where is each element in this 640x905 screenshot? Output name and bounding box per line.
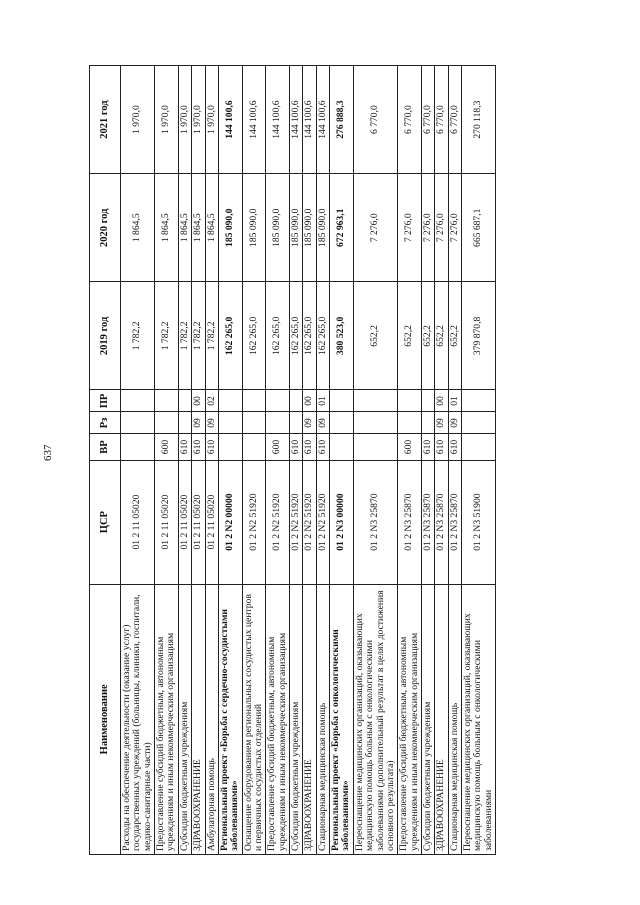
budget-table	[89, 65, 496, 855]
table-row	[121, 66, 155, 855]
cell-2020: 185 090,0	[266, 174, 290, 282]
cell-name: ЗДРАВООХРАНЕНИЕ	[435, 584, 448, 854]
cell-2021: 270 118,3	[462, 66, 496, 174]
cell-csr: 01 2 N3 51900	[462, 460, 496, 584]
cell-rz: 09	[435, 412, 448, 434]
cell-2020: 7 276,0	[353, 174, 397, 282]
cell-2020: 1 864,5	[121, 174, 155, 282]
cell-pr: 01	[316, 390, 329, 412]
cell-2019: 652,2	[353, 282, 397, 390]
cell-vr: 610	[421, 434, 434, 460]
cell-vr	[462, 434, 496, 460]
cell-2021: 144 100,6	[266, 66, 290, 174]
cell-2019: 380 523,0	[330, 282, 354, 390]
cell-rz	[421, 412, 434, 434]
cell-rz	[290, 412, 303, 434]
cell-vr	[218, 434, 242, 460]
cell-2020: 7 276,0	[421, 174, 434, 282]
cell-name: Предоставление субсидий бюджетным, автономным учреждениям и иным некоммерческим организациям	[266, 584, 290, 854]
cell-csr: 01 2 N3 25870	[435, 460, 448, 584]
table-row	[353, 66, 397, 855]
cell-2021: 6 770,0	[398, 66, 422, 174]
cell-2019: 1 782,2	[155, 282, 179, 390]
table-row	[192, 66, 205, 855]
cell-vr: 610	[178, 434, 191, 460]
cell-rz	[121, 412, 155, 434]
cell-pr	[462, 390, 496, 412]
cell-csr: 01 2 N3 25870	[421, 460, 434, 584]
cell-name: Оснащение оборудованием региональных сосудистых центров и первичных сосудистых отделений	[242, 584, 266, 854]
cell-2019: 1 782,2	[205, 282, 218, 390]
cell-2020: 7 276,0	[435, 174, 448, 282]
cell-vr: 610	[316, 434, 329, 460]
cell-csr: 01 2 N3 25870	[398, 460, 422, 584]
cell-name: Предоставление субсидий бюджетным, автономным учреждениям и иным некоммерческим организациям	[155, 584, 179, 854]
cell-2019: 162 265,0	[218, 282, 242, 390]
cell-csr: 01 2 11 05020	[155, 460, 179, 584]
cell-2021: 6 770,0	[448, 66, 461, 174]
cell-2019: 162 265,0	[242, 282, 266, 390]
cell-2019: 652,2	[435, 282, 448, 390]
cell-name: Переоснащение медицинских организаций, оказывающих медицинскую помощь больным с онкологическими заболеваниями	[462, 584, 496, 854]
cell-pr	[330, 390, 354, 412]
cell-2020: 1 864,5	[205, 174, 218, 282]
cell-vr: 600	[155, 434, 179, 460]
cell-2019: 1 782,2	[192, 282, 205, 390]
table-row	[242, 66, 266, 855]
table-row	[290, 66, 303, 855]
table-body	[121, 66, 496, 855]
cell-csr: 01 2 11 05020	[178, 460, 191, 584]
cell-2021: 6 770,0	[435, 66, 448, 174]
cell-csr: 01 2 N2 51920	[303, 460, 316, 584]
cell-name: Региональный проект «Борьба с онкологическими заболеваниями»	[330, 584, 354, 854]
cell-name: Стационарная медицинская помощь	[316, 584, 329, 854]
cell-2021: 144 100,6	[218, 66, 242, 174]
cell-2020: 185 090,0	[303, 174, 316, 282]
cell-2021: 6 770,0	[353, 66, 397, 174]
cell-rz	[178, 412, 191, 434]
table-row	[462, 66, 496, 855]
cell-rz	[330, 412, 354, 434]
cell-name: Расходы на обеспечение деятельности (оказание услуг) государственных учреждений (больницы, клиники, госпитали, медико-санитарные части)	[121, 584, 155, 854]
cell-rz	[218, 412, 242, 434]
cell-rz	[398, 412, 422, 434]
cell-2020: 7 276,0	[398, 174, 422, 282]
cell-2021: 1 970,0	[121, 66, 155, 174]
cell-2019: 162 265,0	[266, 282, 290, 390]
table-header-row	[90, 66, 121, 855]
cell-rz: 09	[316, 412, 329, 434]
header-name: Наименование	[90, 584, 121, 854]
cell-2021: 1 970,0	[205, 66, 218, 174]
cell-name: ЗДРАВООХРАНЕНИЕ	[192, 584, 205, 854]
cell-csr: 01 2 N2 51920	[242, 460, 266, 584]
cell-2021: 144 100,6	[303, 66, 316, 174]
cell-vr: 610	[290, 434, 303, 460]
cell-csr: 01 2 N2 51920	[266, 460, 290, 584]
table-row	[421, 66, 434, 855]
cell-csr: 01 2 N3 00000	[330, 460, 354, 584]
cell-rz	[242, 412, 266, 434]
cell-2019: 652,2	[398, 282, 422, 390]
cell-csr: 01 2 N2 00000	[218, 460, 242, 584]
header-pr: ПР	[90, 390, 121, 412]
cell-pr	[155, 390, 179, 412]
cell-rz: 09	[205, 412, 218, 434]
cell-csr: 01 2 N3 25870	[448, 460, 461, 584]
cell-name: ЗДРАВООХРАНЕНИЕ	[303, 584, 316, 854]
cell-pr	[398, 390, 422, 412]
table-row	[155, 66, 179, 855]
cell-vr	[353, 434, 397, 460]
cell-pr	[266, 390, 290, 412]
cell-csr: 01 2 N2 51920	[316, 460, 329, 584]
cell-pr	[421, 390, 434, 412]
cell-2020: 672 963,1	[330, 174, 354, 282]
cell-name: Стационарная медицинская помощь	[448, 584, 461, 854]
cell-2019: 162 265,0	[316, 282, 329, 390]
cell-vr	[242, 434, 266, 460]
table-row	[398, 66, 422, 855]
cell-2019: 379 870,8	[462, 282, 496, 390]
cell-rz	[353, 412, 397, 434]
header-2021: 2021 год	[90, 66, 121, 174]
cell-2020: 185 090,0	[242, 174, 266, 282]
cell-2021: 1 970,0	[155, 66, 179, 174]
cell-pr	[121, 390, 155, 412]
cell-2020: 185 090,0	[218, 174, 242, 282]
cell-name: Субсидии бюджетным учреждениям	[178, 584, 191, 854]
cell-2020: 1 864,5	[155, 174, 179, 282]
cell-csr: 01 2 11 05020	[121, 460, 155, 584]
header-2020: 2020 год	[90, 174, 121, 282]
cell-rz: 09	[192, 412, 205, 434]
table-row	[330, 66, 354, 855]
cell-name: Региональный проект «Борьба с сердечно-сосудистыми заболеваниями»	[218, 584, 242, 854]
cell-rz	[462, 412, 496, 434]
cell-2021: 6 770,0	[421, 66, 434, 174]
cell-name: Предоставление субсидий бюджетным, автономным учреждениям и иным некоммерческим организациям	[398, 584, 422, 854]
page-number-text: 637	[42, 444, 54, 461]
cell-vr	[121, 434, 155, 460]
cell-name: Амбулаторная помощь	[205, 584, 218, 854]
cell-name: Переоснащение медицинских организаций, оказывающих медицинскую помощь больным с онкологическими заболеваниями (дополнительный результат в целях достижения основного результата)	[353, 584, 397, 854]
cell-2020: 185 090,0	[316, 174, 329, 282]
table-row	[448, 66, 461, 855]
page-number	[36, 443, 60, 467]
table-row	[316, 66, 329, 855]
table-row	[266, 66, 290, 855]
header-2019: 2019 год	[90, 282, 121, 390]
table-row	[178, 66, 191, 855]
cell-2021: 144 100,6	[290, 66, 303, 174]
cell-2019: 162 265,0	[303, 282, 316, 390]
cell-2021: 144 100,6	[316, 66, 329, 174]
cell-csr: 01 2 N2 51920	[290, 460, 303, 584]
cell-pr	[290, 390, 303, 412]
cell-2021: 1 970,0	[192, 66, 205, 174]
cell-pr	[242, 390, 266, 412]
budget-table-container	[89, 65, 619, 855]
cell-pr: 01	[448, 390, 461, 412]
cell-name: Субсидии бюджетным учреждениям	[421, 584, 434, 854]
cell-2019: 162 265,0	[290, 282, 303, 390]
cell-2019: 1 782,2	[121, 282, 155, 390]
table-row	[205, 66, 218, 855]
cell-name: Субсидии бюджетным учреждениям	[290, 584, 303, 854]
cell-rz	[155, 412, 179, 434]
cell-pr	[178, 390, 191, 412]
table-row	[303, 66, 316, 855]
cell-2020: 185 090,0	[290, 174, 303, 282]
table-row	[218, 66, 242, 855]
cell-vr	[330, 434, 354, 460]
cell-2021: 276 888,3	[330, 66, 354, 174]
header-rz: Рз	[90, 412, 121, 434]
cell-pr	[353, 390, 397, 412]
cell-rz: 09	[303, 412, 316, 434]
header-vr: ВР	[90, 434, 121, 460]
cell-pr: 00	[303, 390, 316, 412]
header-csr: ЦСР	[90, 460, 121, 584]
cell-pr: 02	[205, 390, 218, 412]
cell-vr: 600	[398, 434, 422, 460]
cell-2020: 1 864,5	[192, 174, 205, 282]
cell-csr: 01 2 11 05020	[205, 460, 218, 584]
cell-2020: 1 864,5	[178, 174, 191, 282]
cell-vr: 610	[448, 434, 461, 460]
cell-vr: 610	[303, 434, 316, 460]
cell-2019: 652,2	[421, 282, 434, 390]
cell-pr	[218, 390, 242, 412]
cell-pr: 00	[192, 390, 205, 412]
cell-2021: 144 100,6	[242, 66, 266, 174]
cell-2019: 1 782,2	[178, 282, 191, 390]
cell-rz: 09	[448, 412, 461, 434]
cell-vr: 610	[435, 434, 448, 460]
cell-2020: 665 687,1	[462, 174, 496, 282]
cell-2019: 652,2	[448, 282, 461, 390]
cell-vr: 610	[205, 434, 218, 460]
cell-csr: 01 2 N3 25870	[353, 460, 397, 584]
cell-pr: 00	[435, 390, 448, 412]
rotated-page	[89, 65, 619, 855]
cell-2020: 7 276,0	[448, 174, 461, 282]
cell-vr: 610	[192, 434, 205, 460]
table-row	[435, 66, 448, 855]
cell-vr: 600	[266, 434, 290, 460]
cell-rz	[266, 412, 290, 434]
cell-2021: 1 970,0	[178, 66, 191, 174]
cell-csr: 01 2 11 05020	[192, 460, 205, 584]
